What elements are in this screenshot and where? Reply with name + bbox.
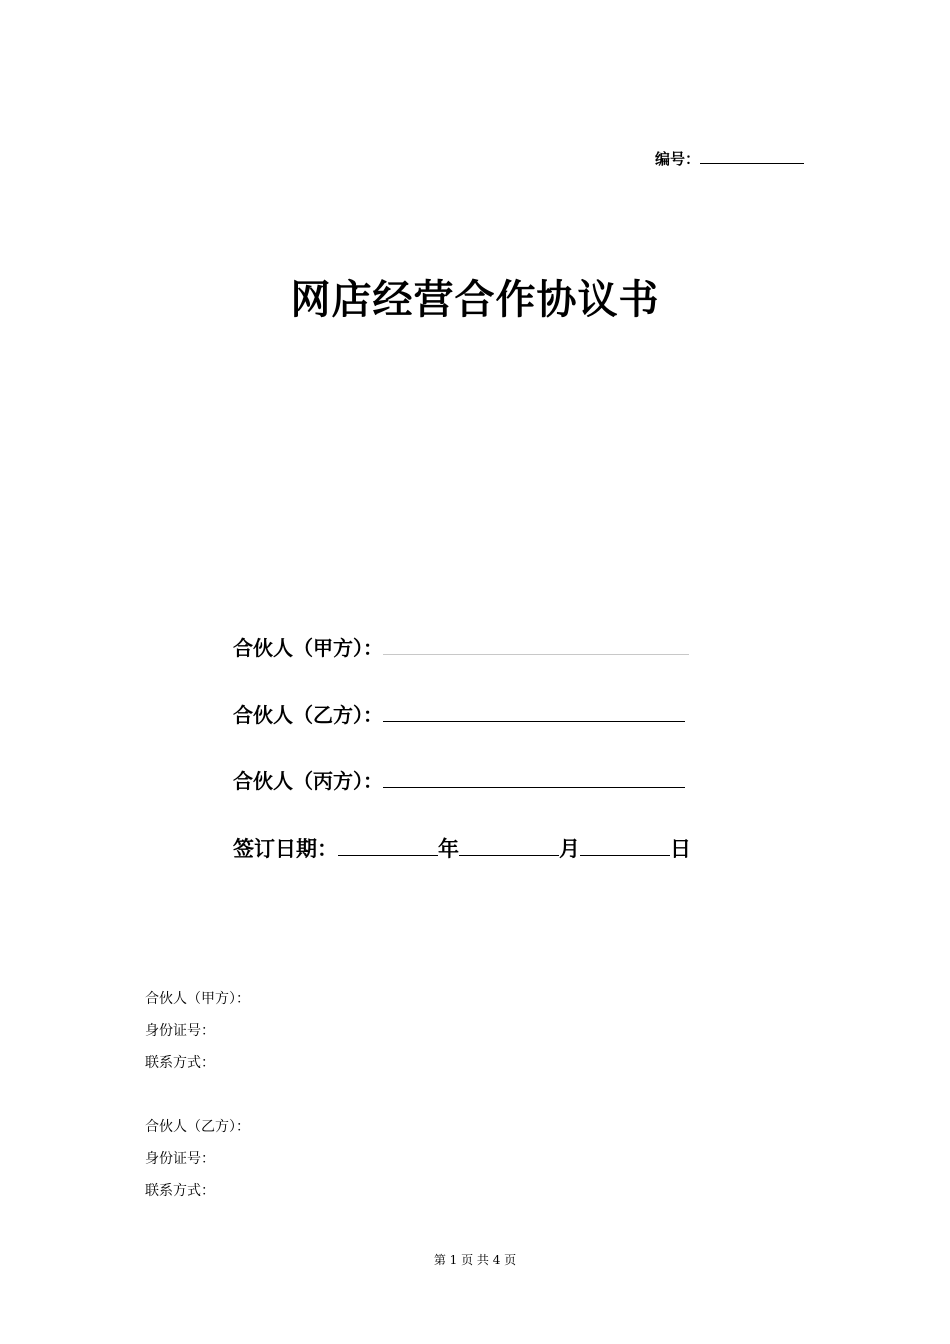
contact-b-id-label: 身份证号：	[145, 1151, 215, 1167]
document-number-label: 编号：	[655, 150, 701, 168]
contact-b-contact-label: 联系方式：	[145, 1183, 215, 1199]
signing-year-blank[interactable]	[338, 835, 438, 856]
signing-date-row	[233, 833, 691, 863]
signing-month-label: 月	[559, 837, 580, 861]
contact-a-id-label: 身份证号：	[145, 1023, 215, 1039]
party-c-blank[interactable]	[383, 767, 685, 788]
contact-a-party: 合伙人（甲方）：	[145, 991, 250, 1007]
contact-a-contact-label: 联系方式：	[145, 1055, 215, 1071]
party-c-label: 合伙人（丙方）：	[233, 769, 383, 793]
contact-b-party: 合伙人（乙方）：	[145, 1119, 250, 1135]
party-c-row	[233, 765, 685, 794]
document-number	[655, 148, 804, 169]
party-b-row	[233, 699, 685, 728]
party-b-blank[interactable]	[383, 701, 685, 722]
signing-month-blank[interactable]	[459, 835, 559, 856]
party-a-label: 合伙人（甲方）：	[233, 636, 383, 660]
signing-day-label: 日	[670, 837, 691, 861]
signing-date-label: 签订日期：	[233, 837, 338, 861]
party-b-label: 合伙人（乙方）：	[233, 703, 383, 727]
party-a-blank[interactable]	[383, 634, 689, 655]
page-footer: 第 1 页 共 4 页	[433, 1253, 517, 1267]
party-a-row	[233, 632, 689, 661]
document-number-blank[interactable]	[700, 149, 804, 164]
signing-year-label: 年	[438, 837, 459, 861]
signing-day-blank[interactable]	[580, 835, 670, 856]
document-title: 网店经营合作协议书	[290, 276, 660, 323]
